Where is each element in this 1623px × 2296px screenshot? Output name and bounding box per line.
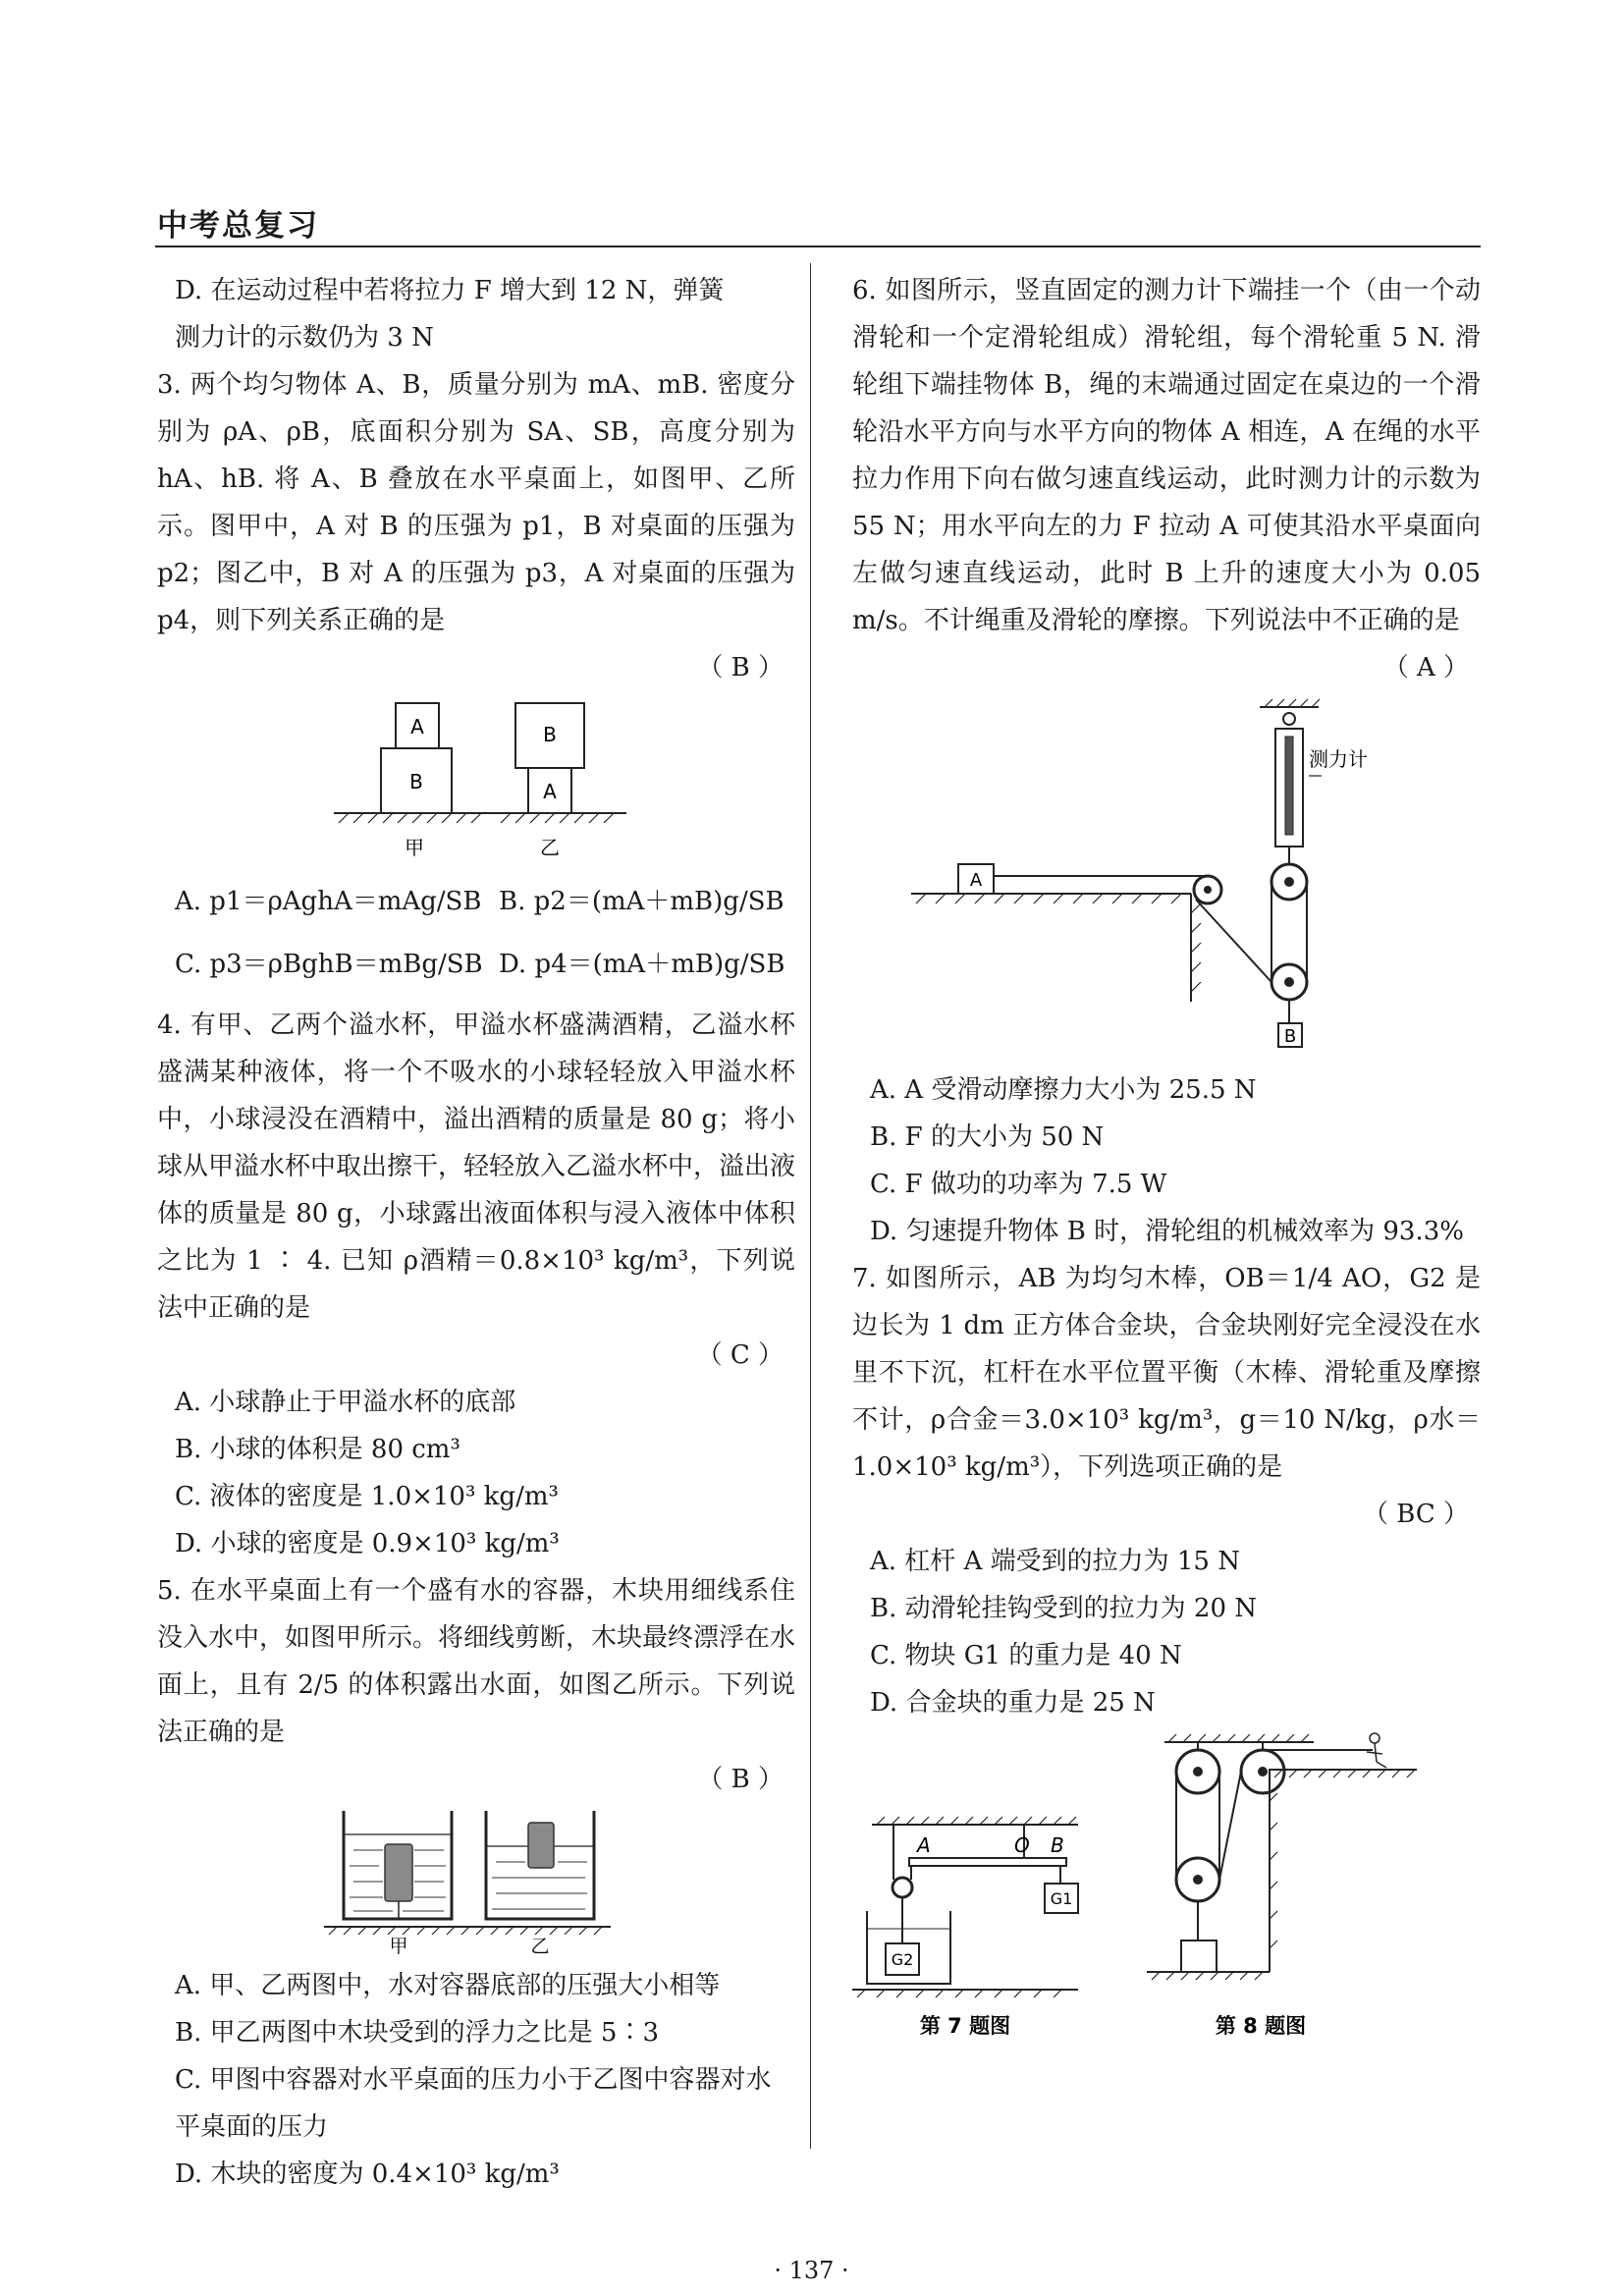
- q5-yi-water-lines: [492, 1862, 587, 1909]
- q5-option-d: D. 木块的密度为 0.4×10³ kg/m³: [175, 2159, 560, 2189]
- q5-option-a: A. 甲、乙两图中，水对容器底部的压强大小相等: [175, 1971, 721, 2000]
- q3-stem: 3. 两个均匀物体 A、B，质量分别为 mA、mB. 密度分别为 ρA、ρB，底面积分别为 SA、SB，高度分别为 hA、hB. 将 A、B 叠放在水平桌面上，如图甲、乙所示。图甲中，A 对 B 的压强为 p1，B 对桌面的压强为 p2；图乙中，B 对 A 的压强为 p3，A 对桌面的压强为 p4，则下列关系正确的是: [157, 370, 795, 635]
- q7-option-a: A. 杠杆 A 端受到的拉力为 15 N: [870, 1547, 1240, 1576]
- q5-yi-caption: 乙: [530, 1936, 550, 1956]
- q3-yi-label-b: B: [543, 723, 557, 746]
- q5-yi-wood-block: [528, 1823, 554, 1868]
- fig7-label-g2: G2: [891, 1950, 914, 1969]
- fig8-person-head: [1370, 1733, 1380, 1743]
- q5-option-c: C. 甲图中容器对水平桌面的压力小于乙图中容器对水平桌面的压力: [175, 2065, 772, 2142]
- q3-option-a: A. p1＝ρAghA＝mAg/SB: [175, 887, 482, 916]
- q7-stem: 7. 如图所示，AB 为均匀木棒，OB＝1/4 AO，G2 是边长为 1 dm 正方体合金块，合金块刚好完全浸没在水里不下沉，杠杆在水平位置平衡（木棒、滑轮重及摩擦不计，ρ合金＝3.0×10³ kg/m³，g＝10 N/kg，ρ水＝1.0×10³ kg/m³），下列选项正确的是: [852, 1264, 1481, 1482]
- q4-stem: 4. 有甲、乙两个溢水杯，甲溢水杯盛满酒精，乙溢水杯盛满某种液体，将一个不吸水的小球轻轻放入甲溢水杯中，小球浸没在酒精中，溢出酒精的质量是 80 g；将小球从甲溢水杯中取出擦干，轻轻放入乙溢水杯中，溢出液体的质量是 80 g，小球露出液面体积与浸入液体中体积之比为 1 ∶ 4. 已知 ρ酒精＝0.8×10³ kg/m³，下列说法中正确的是: [157, 1011, 796, 1323]
- fig7-pulley: [893, 1878, 912, 1897]
- fig8-caption: 第 8 题图: [1215, 2014, 1307, 2038]
- q7-option-b: B. 动滑轮挂钩受到的拉力为 20 N: [870, 1594, 1257, 1623]
- q3-yi-caption: 乙: [540, 836, 560, 859]
- fig7-label-a: A: [917, 1833, 931, 1857]
- q3-jia-label-a: A: [410, 715, 424, 738]
- q7-option-d: D. 合金块的重力是 25 N: [870, 1688, 1156, 1718]
- q6-option-b: B. F 的大小为 50 N: [870, 1122, 1105, 1152]
- column-divider: [810, 263, 811, 2149]
- q6-answer: （ A ）: [1382, 653, 1469, 683]
- q5-stem: 5. 在水平桌面上有一个盛有水的容器，木块用细线系住没入水中，如图甲所示。将细线剪断，木块最终漂浮在水面上，且有 2/5 的体积露出水面，如图乙所示。下列说法正确的是: [157, 1576, 796, 1747]
- left-column: [157, 267, 795, 2198]
- q3-figure-svg: [157, 697, 795, 864]
- q3-option-d: D. p4＝(mA＋mB)g/SB: [499, 950, 785, 979]
- q7-option-c: C. 物块 G1 的重力是 40 N: [870, 1641, 1182, 1670]
- q4-option-a: A. 小球静止于甲溢水杯的底部: [175, 1388, 516, 1417]
- page-header-title: 中考总复习: [157, 208, 319, 244]
- q6-stem: 6. 如图所示，竖直固定的测力计下端挂一个（由一个动滑轮和一个定滑轮组成）滑轮组，每个滑轮重 5 N. 滑轮组下端挂物体 B，绳的末端通过固定在桌边的一个滑轮沿水平方向与水平方向的物体 A 相连，A 在绳的水平拉力作用下向右做匀速直线运动，此时测力计的示数为 55 N；用水平向左的力 F 拉动 A 可使其沿水平桌面向左做匀速直线运动，此时 B 上升的速度大小为 0.05 m/s。不计绳重及滑轮的摩擦。下列说法中不正确的是: [852, 276, 1481, 635]
- q5-option-b: B. 甲乙两图中木块受到的浮力之比是 5∶3: [175, 2018, 659, 2048]
- q3-yi-label-a: A: [543, 780, 557, 803]
- fig8-block: [1181, 1941, 1217, 1972]
- q4-option-c: C. 液体的密度是 1.0×10³ kg/m³: [175, 1482, 559, 1511]
- q2-option-d-line2: 测力计的示数仍为 3 N: [175, 323, 434, 353]
- figure-8: [1147, 1733, 1417, 2038]
- q4-option-d: D. 小球的密度是 0.9×10³ kg/m³: [175, 1529, 560, 1558]
- q5-figure: [157, 1809, 795, 1956]
- q3-jia-label-b: B: [409, 770, 423, 793]
- q7-q8-figures: [852, 1732, 1481, 2056]
- q3-answer: （ B ）: [697, 653, 784, 683]
- q2-option-d-line1: D. 在运动过程中若将拉力 F 增大到 12 N，弹簧: [175, 276, 725, 305]
- q5-answer: （ B ）: [697, 1765, 784, 1794]
- q3-option-c: C. p3＝ρBghB＝mBg/SB: [175, 950, 483, 979]
- fig7-label-g1: G1: [1050, 1889, 1073, 1908]
- q3-option-b: B. p2＝(mA＋mB)g/SB: [499, 887, 784, 916]
- q3-fig-jia: [334, 703, 491, 859]
- header-rule: [155, 246, 1481, 247]
- q6-figure-svg: [852, 697, 1481, 1061]
- q6-option-d: D. 匀速提升物体 B 时，滑轮组的机械效率为 93.3%: [870, 1217, 1464, 1246]
- q6-figure: [852, 697, 1481, 1061]
- q6-option-a: A. A 受滑动摩擦力大小为 25.5 N: [870, 1075, 1257, 1105]
- q7-q8-figures-svg: [852, 1732, 1481, 2056]
- q4-answer: （ C ）: [696, 1340, 784, 1370]
- q6-block-b-label: B: [1283, 1026, 1297, 1047]
- fig7-label-o: O: [1014, 1833, 1030, 1857]
- q6-block-a-label: A: [969, 870, 983, 891]
- fig7-lever: [909, 1858, 1066, 1866]
- q5-fig-yi: [469, 1811, 611, 1956]
- q5-jia-wood-block: [385, 1844, 412, 1901]
- q6-meter-label: 测力计: [1309, 747, 1368, 771]
- q6-option-c: C. F 做功的功率为 7.5 W: [870, 1170, 1167, 1199]
- q5-fig-jia: [324, 1811, 471, 1956]
- right-column: [852, 267, 1481, 2062]
- q3-jia-caption: 甲: [405, 836, 424, 859]
- figure-7: [852, 1817, 1078, 2038]
- q3-figure: [157, 697, 795, 864]
- q3-options: [175, 870, 795, 996]
- q5-figure-svg: [157, 1809, 795, 1956]
- q7-answer: （ BC ）: [1362, 1500, 1469, 1529]
- page-number: · 137 ·: [774, 2257, 849, 2284]
- q3-fig-yi: [491, 703, 626, 859]
- fig7-caption: 第 7 题图: [919, 2014, 1011, 2038]
- fig7-label-b: B: [1051, 1833, 1064, 1857]
- q5-jia-caption: 甲: [389, 1936, 408, 1956]
- q4-option-b: B. 小球的体积是 80 cm³: [175, 1435, 460, 1464]
